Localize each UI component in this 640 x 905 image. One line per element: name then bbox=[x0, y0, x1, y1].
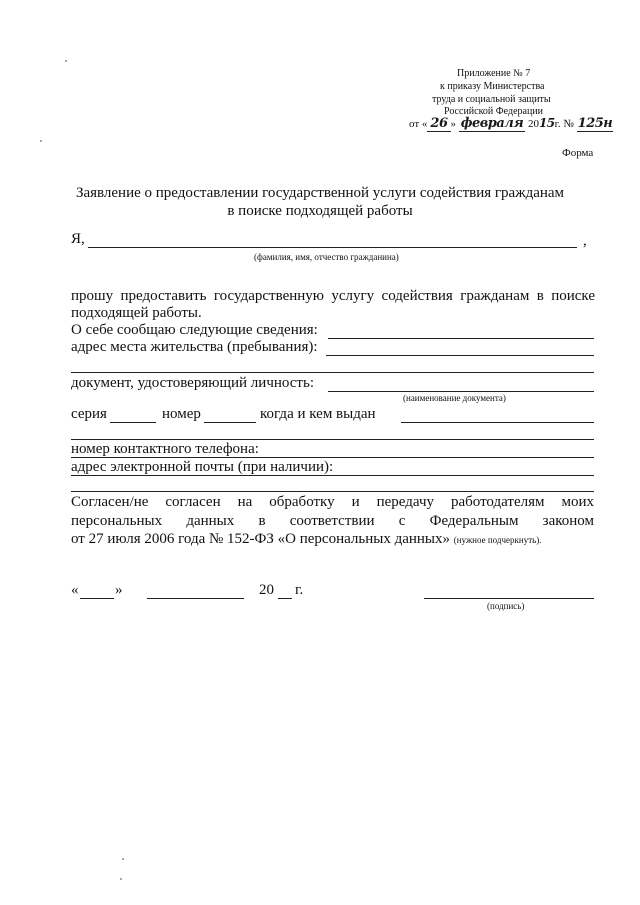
sign-open-quote: « bbox=[71, 582, 79, 598]
issued-field-continued[interactable] bbox=[71, 439, 594, 440]
date-month-handwritten: февраля bbox=[460, 116, 524, 131]
series-label: серия bbox=[71, 406, 107, 422]
email-field[interactable] bbox=[71, 475, 594, 476]
appendix-line-1: Приложение № 7 bbox=[457, 68, 531, 79]
signature-field[interactable] bbox=[424, 598, 594, 599]
phone-label: номер контактного телефона: bbox=[71, 441, 259, 457]
document-caption: (наименование документа) bbox=[403, 393, 506, 403]
issued-field[interactable] bbox=[401, 422, 594, 423]
date-day-handwritten: 26 bbox=[427, 116, 450, 132]
signature-caption: (подпись) bbox=[487, 601, 525, 611]
document-label: документ, удостоверяющий личность: bbox=[71, 375, 314, 391]
scan-speck bbox=[120, 878, 122, 880]
info-field[interactable] bbox=[328, 338, 594, 339]
address-field[interactable] bbox=[326, 355, 594, 356]
sign-year-prefix: 20 bbox=[259, 582, 274, 598]
consent-line-3-text: от 27 июля 2006 года № 152-ФЗ «О персональных данных» bbox=[71, 531, 451, 547]
title-line-2: в поиске подходящей работы bbox=[227, 203, 413, 219]
date-number-handwritten: 125н bbox=[577, 116, 613, 131]
date-year-prefix: 20 bbox=[527, 118, 539, 130]
applicant-suffix: , bbox=[583, 233, 587, 249]
date-year-suffix: г. № bbox=[554, 118, 574, 130]
appendix-line-3: труда и социальной защиты bbox=[432, 94, 551, 105]
issued-label: когда и кем выдан bbox=[260, 406, 376, 422]
sign-day-field[interactable] bbox=[80, 598, 114, 599]
sign-month-field[interactable] bbox=[147, 598, 244, 599]
applicant-prefix: Я, bbox=[71, 231, 85, 247]
phone-field[interactable] bbox=[71, 457, 594, 458]
series-field[interactable] bbox=[110, 422, 156, 423]
consent-line-3 bbox=[71, 531, 541, 548]
address-field-continued[interactable] bbox=[71, 372, 594, 373]
scan-speck bbox=[40, 140, 42, 142]
sign-close-quote: » bbox=[115, 582, 123, 598]
number-label: номер bbox=[162, 406, 201, 422]
scan-speck bbox=[65, 60, 67, 62]
consent-note: (нужное подчеркнуть). bbox=[453, 535, 542, 545]
appendix-line-4: Российской Федерации bbox=[444, 106, 544, 117]
consent-line-2: персональных данных в соответствии с Федеральным законом bbox=[71, 513, 594, 529]
address-label: адрес места жительства (пребывания): bbox=[71, 339, 318, 355]
title-line-1: Заявление о предоставлении государственной услуги содействия гражданам bbox=[75, 185, 565, 201]
request-line-1: прошу предоставить государственную услугу содействия гражданам в поиске bbox=[71, 288, 595, 304]
appendix-date-line bbox=[409, 116, 613, 131]
form-label: Форма bbox=[562, 147, 594, 159]
sign-year-field[interactable] bbox=[278, 598, 292, 599]
date-mid: » bbox=[450, 118, 457, 130]
applicant-caption: (фамилия, имя, отчество гражданина) bbox=[254, 252, 399, 262]
applicant-name-field[interactable] bbox=[88, 247, 577, 248]
appendix-line-2: к приказу Министерства bbox=[440, 81, 545, 92]
request-line-2: подходящей работы. bbox=[71, 305, 202, 321]
email-field-continued[interactable] bbox=[71, 491, 594, 492]
date-prefix: от « bbox=[409, 118, 428, 130]
sign-year-suffix: г. bbox=[295, 582, 304, 598]
number-field[interactable] bbox=[204, 422, 256, 423]
email-label: адрес электронной почты (при наличии): bbox=[71, 459, 334, 475]
consent-line-1: Согласен/не согласен на обработку и передачу работодателям моих bbox=[71, 494, 594, 510]
info-label: О себе сообщаю следующие сведения: bbox=[71, 322, 318, 338]
date-year-handwritten: 15 bbox=[538, 116, 555, 130]
scan-speck bbox=[122, 858, 124, 860]
document-field[interactable] bbox=[328, 391, 594, 392]
